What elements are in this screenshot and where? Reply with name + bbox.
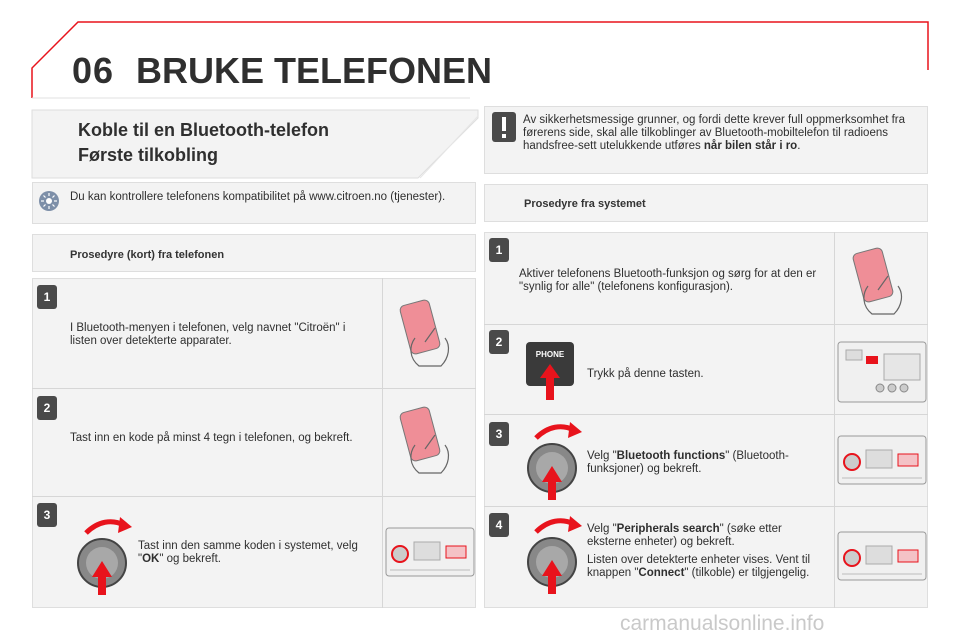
smartphone-hand-icon xyxy=(395,405,455,477)
rotary-knob-icon xyxy=(522,420,586,502)
step-number-3: 3 xyxy=(37,503,57,527)
system-step-4-text-2: Listen over detekterte enheter vises. Vent til knappen "Connect" (tilkoble) er tilgjengelig. xyxy=(587,554,811,579)
watermark: carmanualsonline.info xyxy=(620,612,825,635)
tip-text: Du kan kontrollere telefonens kompatibilitet på www.citroen.no (tjenester). xyxy=(70,191,446,203)
radio-unit-illustration xyxy=(836,340,928,404)
rotary-knob-icon xyxy=(72,515,136,597)
phone-key-label: PHONE xyxy=(535,350,565,359)
step-number-1: 1 xyxy=(489,238,509,262)
radio-unit-illustration xyxy=(384,526,476,578)
step-number-2: 2 xyxy=(37,396,57,420)
step-number-4: 4 xyxy=(489,513,509,537)
warning-text: Av sikkerhetsmessige grunner, og fordi dette krever full oppmerksomhet fra førerens side, skal alle tilkoblinger av Bluetooth-mobiltelefon til radioens handsfree-sett utelukkende utføres når bilen står i ro. xyxy=(523,114,906,152)
phone-step-2-text: Tast inn en kode på minst 4 tegn i telefonen, og bekreft. xyxy=(70,432,353,444)
system-step-2-text: Trykk på denne tasten. xyxy=(587,368,704,380)
chapter-title: BRUKE TELEFONEN xyxy=(136,50,493,91)
system-step-1-text: Aktiver telefonens Bluetooth-funksjon og sørg for at den er "synlig for alle" (telefonens konfigurasjon). xyxy=(519,268,817,293)
step-number-1: 1 xyxy=(37,285,57,309)
phone-step-3-text: Tast inn den samme koden i systemet, velg "OK" og bekreft. xyxy=(138,540,358,565)
step-number-3: 3 xyxy=(489,422,509,446)
phone-step-1-text: I Bluetooth-menyen i telefonen, velg navnet "Citroën" i listen over detekterte apparater. xyxy=(70,322,346,347)
rotary-knob-icon xyxy=(522,514,586,596)
warning-icon xyxy=(492,112,516,142)
section-title-panel xyxy=(30,108,480,180)
chapter-number: 06 xyxy=(72,50,115,91)
radio-unit-illustration xyxy=(836,530,928,582)
step-number-2: 2 xyxy=(489,330,509,354)
section-subtitle: Første tilkobling xyxy=(78,145,219,165)
light-bulb-icon xyxy=(38,190,60,212)
system-step-4-text: Velg "Peripherals search" (søke etter eksterne enheter) og bekreft. xyxy=(587,523,782,548)
radio-unit-illustration xyxy=(836,434,928,486)
system-procedure-heading: Prosedyre fra systemet xyxy=(524,198,646,210)
arrow-up-icon xyxy=(540,364,560,400)
section-title: Koble til en Bluetooth-telefon xyxy=(78,120,329,140)
system-step-3-text: Velg "Bluetooth functions" (Bluetooth-funksjoner) og bekreft. xyxy=(587,450,789,475)
smartphone-hand-icon xyxy=(848,246,908,318)
smartphone-hand-icon xyxy=(395,298,455,370)
phone-procedure-heading: Prosedyre (kort) fra telefonen xyxy=(70,249,225,261)
